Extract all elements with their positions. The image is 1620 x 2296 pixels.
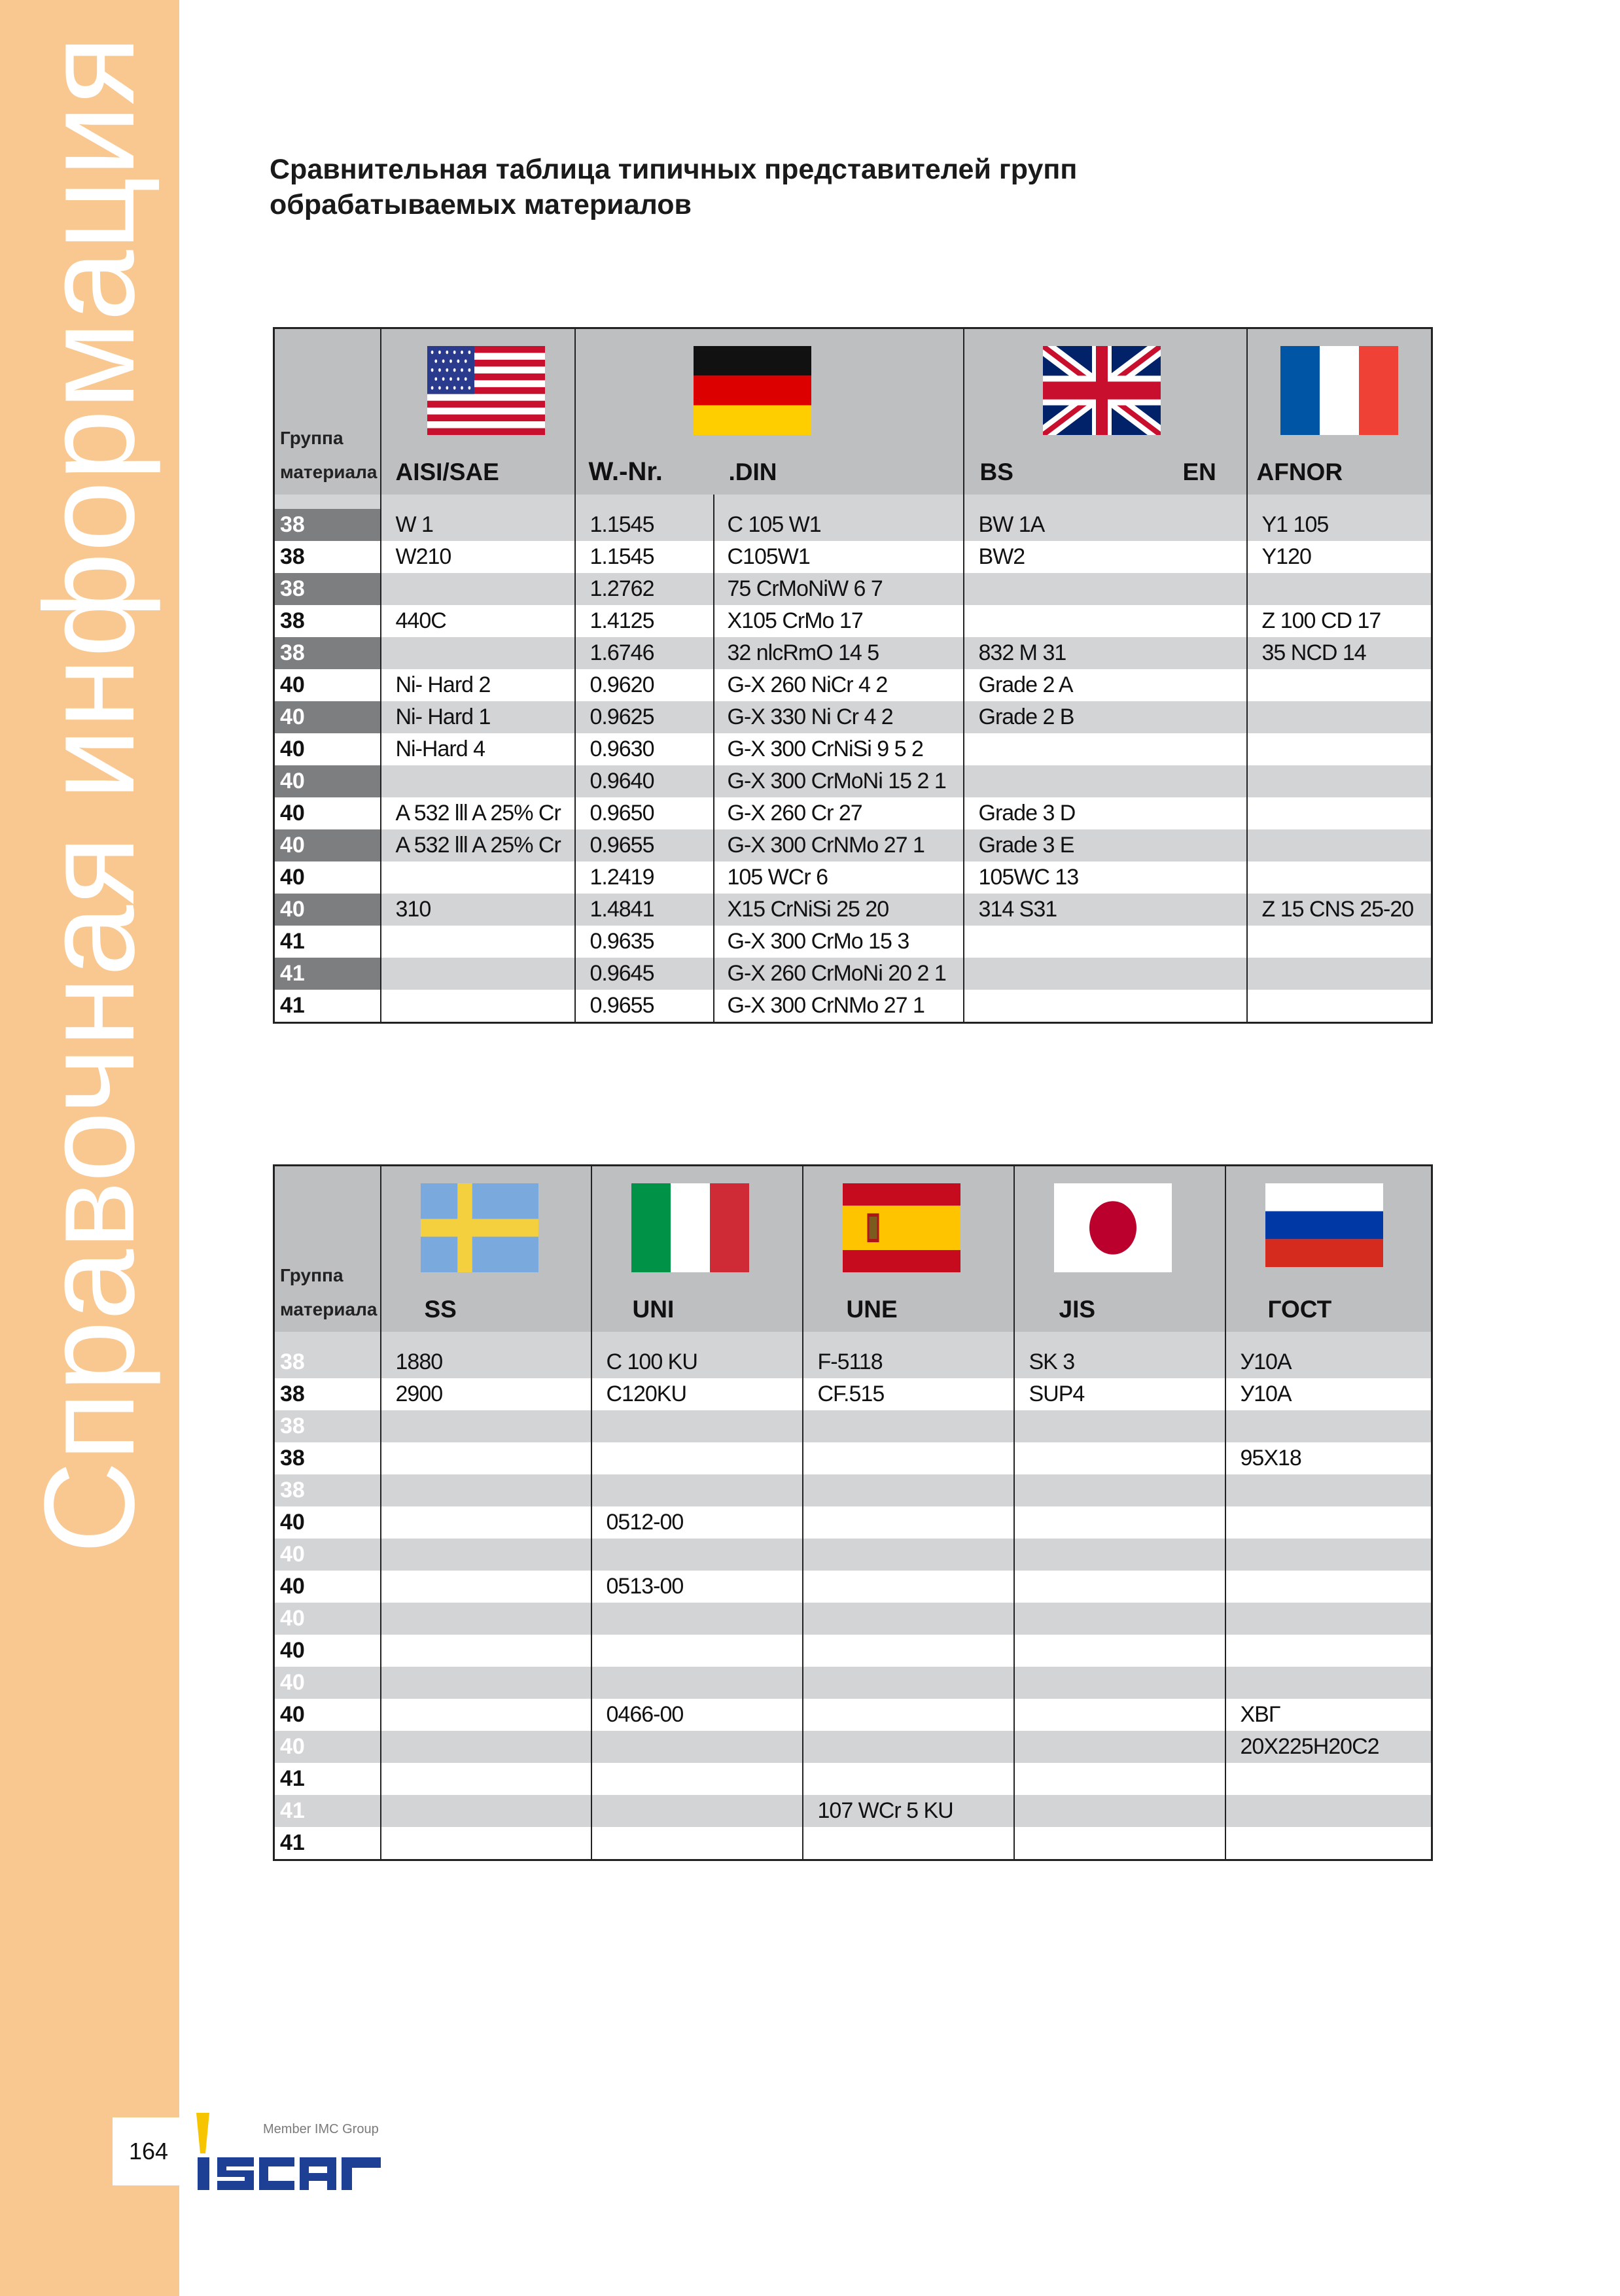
group-cell: 40 bbox=[274, 829, 381, 861]
jis-cell bbox=[1014, 1474, 1225, 1506]
table-row bbox=[274, 509, 1432, 541]
table-row bbox=[274, 733, 1432, 765]
uni-header: UNI bbox=[632, 1296, 675, 1323]
comparison-table-2 bbox=[273, 1164, 1433, 1861]
ss-cell: 1880 bbox=[381, 1346, 591, 1378]
group-cell: 40 bbox=[274, 1539, 381, 1571]
uni-cell bbox=[591, 1795, 803, 1827]
table-row bbox=[274, 1410, 1432, 1442]
sweden-header-cell bbox=[381, 1166, 591, 1332]
bs-cell: BW2 bbox=[964, 541, 1247, 573]
japan-header-cell bbox=[1014, 1166, 1225, 1332]
jis-cell bbox=[1014, 1827, 1225, 1860]
table-row bbox=[274, 894, 1432, 926]
page-title bbox=[270, 152, 1513, 222]
gost-cell bbox=[1225, 1635, 1432, 1667]
gost-cell bbox=[1225, 1506, 1432, 1539]
table-row bbox=[274, 605, 1432, 637]
aisi-cell: 440C bbox=[381, 605, 575, 637]
bs-cell bbox=[964, 990, 1247, 1023]
une-cell: F-5118 bbox=[803, 1346, 1014, 1378]
group-header-cell bbox=[274, 1166, 381, 1332]
jis-cell: SUP4 bbox=[1014, 1378, 1225, 1410]
afnor-cell: 35 NCD 14 bbox=[1247, 637, 1432, 669]
gost-cell bbox=[1225, 1763, 1432, 1795]
title-line-2: обрабатываемых материалов bbox=[270, 189, 692, 220]
table-1-spacer-row bbox=[274, 495, 1432, 509]
usa-header-cell bbox=[381, 328, 575, 495]
afnor-cell bbox=[1247, 990, 1432, 1023]
une-cell bbox=[803, 1635, 1014, 1667]
group-cell: 40 bbox=[274, 797, 381, 829]
din-cell: C105W1 bbox=[714, 541, 964, 573]
aisi-cell bbox=[381, 990, 575, 1023]
member-text: Member IMC Group bbox=[263, 2122, 379, 2136]
ss-cell bbox=[381, 1506, 591, 1539]
uni-cell: C 100 KU bbox=[591, 1346, 803, 1378]
aisi-cell: A 532 lll A 25% Cr bbox=[381, 829, 575, 861]
table-1-header-row bbox=[274, 328, 1432, 495]
afnor-cell bbox=[1247, 573, 1432, 605]
afnor-header: AFNOR bbox=[1256, 459, 1343, 485]
aisi-cell bbox=[381, 958, 575, 990]
uni-cell bbox=[591, 1474, 803, 1506]
jis-cell: SK 3 bbox=[1014, 1346, 1225, 1378]
aisi-cell: Ni- Hard 1 bbox=[381, 701, 575, 733]
uni-cell: C120KU bbox=[591, 1378, 803, 1410]
table-row bbox=[274, 1378, 1432, 1410]
une-cell bbox=[803, 1731, 1014, 1763]
ss-cell bbox=[381, 1763, 591, 1795]
une-cell bbox=[803, 1474, 1014, 1506]
usa-flag-icon bbox=[427, 346, 545, 435]
afnor-cell bbox=[1247, 765, 1432, 797]
bs-cell bbox=[964, 573, 1247, 605]
jis-cell bbox=[1014, 1539, 1225, 1571]
ss-cell bbox=[381, 1603, 591, 1635]
bs-cell: 314 S31 bbox=[964, 894, 1247, 926]
ss-cell bbox=[381, 1635, 591, 1667]
table-row bbox=[274, 573, 1432, 605]
group-header-cell bbox=[274, 328, 381, 495]
ss-cell bbox=[381, 1571, 591, 1603]
title-line-1: Сравнительная таблица типичных представителей групп bbox=[270, 154, 1078, 185]
germany-header-cell bbox=[575, 328, 964, 495]
afnor-cell: Z 100 CD 17 bbox=[1247, 605, 1432, 637]
une-cell bbox=[803, 1539, 1014, 1571]
table-row bbox=[274, 1731, 1432, 1763]
wnr-cell: 1.1545 bbox=[575, 541, 714, 573]
table-1-body bbox=[274, 509, 1432, 1023]
ss-cell bbox=[381, 1667, 591, 1699]
wnr-cell: 0.9630 bbox=[575, 733, 714, 765]
une-cell bbox=[803, 1763, 1014, 1795]
page-number-box bbox=[113, 2117, 185, 2185]
wnr-cell: 0.9635 bbox=[575, 926, 714, 958]
afnor-cell bbox=[1247, 958, 1432, 990]
bs-cell: 105WC 13 bbox=[964, 861, 1247, 894]
uk-header-cell bbox=[964, 328, 1247, 495]
group-header-label: Группа материала bbox=[280, 428, 378, 482]
une-cell bbox=[803, 1827, 1014, 1860]
aisi-cell: W 1 bbox=[381, 509, 575, 541]
aisi-cell bbox=[381, 765, 575, 797]
table-row bbox=[274, 958, 1432, 990]
jis-cell bbox=[1014, 1795, 1225, 1827]
uni-cell: 0512-00 bbox=[591, 1506, 803, 1539]
gost-cell bbox=[1225, 1474, 1432, 1506]
group-cell: 38 bbox=[274, 637, 381, 669]
wnr-cell: 0.9640 bbox=[575, 765, 714, 797]
aisi-cell bbox=[381, 861, 575, 894]
table-row bbox=[274, 669, 1432, 701]
aisi-cell: A 532 lll A 25% Cr bbox=[381, 797, 575, 829]
afnor-cell bbox=[1247, 829, 1432, 861]
en-header: EN bbox=[1182, 459, 1216, 485]
group-cell: 40 bbox=[274, 733, 381, 765]
din-header: .DIN bbox=[728, 459, 777, 485]
aisi-header: AISI/SAE bbox=[395, 459, 499, 485]
table-row bbox=[274, 765, 1432, 797]
group-cell: 40 bbox=[274, 765, 381, 797]
une-cell bbox=[803, 1603, 1014, 1635]
din-cell: G-X 260 NiCr 4 2 bbox=[714, 669, 964, 701]
une-header: UNE bbox=[846, 1296, 898, 1323]
gost-cell bbox=[1225, 1827, 1432, 1860]
jis-cell bbox=[1014, 1506, 1225, 1539]
wnr-header: W.-Nr. bbox=[588, 457, 663, 486]
afnor-cell: Z 15 CNS 25-20 bbox=[1247, 894, 1432, 926]
table-row bbox=[274, 541, 1432, 573]
gost-cell: У10А bbox=[1225, 1378, 1432, 1410]
din-cell: G-X 300 CrMo 15 3 bbox=[714, 926, 964, 958]
sweden-flag-icon bbox=[421, 1183, 538, 1272]
gost-cell bbox=[1225, 1571, 1432, 1603]
wnr-cell: 1.4125 bbox=[575, 605, 714, 637]
din-cell: G-X 300 CrNiSi 9 5 2 bbox=[714, 733, 964, 765]
din-cell: X15 CrNiSi 25 20 bbox=[714, 894, 964, 926]
din-cell: G-X 260 CrMoNi 20 2 1 bbox=[714, 958, 964, 990]
uni-cell: 0513-00 bbox=[591, 1571, 803, 1603]
uk-flag-icon bbox=[1043, 346, 1161, 435]
din-cell: G-X 260 Cr 27 bbox=[714, 797, 964, 829]
group-cell: 40 bbox=[274, 1506, 381, 1539]
gost-cell bbox=[1225, 1410, 1432, 1442]
din-cell: G-X 300 CrMoNi 15 2 1 bbox=[714, 765, 964, 797]
group-cell: 41 bbox=[274, 1795, 381, 1827]
une-cell bbox=[803, 1571, 1014, 1603]
afnor-cell: Y1 105 bbox=[1247, 509, 1432, 541]
afnor-cell bbox=[1247, 733, 1432, 765]
une-cell bbox=[803, 1410, 1014, 1442]
table-2-body bbox=[274, 1346, 1432, 1860]
bs-cell: Grade 2 B bbox=[964, 701, 1247, 733]
table-row bbox=[274, 1667, 1432, 1699]
comparison-table-1 bbox=[273, 327, 1433, 1024]
din-cell: 105 WCr 6 bbox=[714, 861, 964, 894]
group-cell: 38 bbox=[274, 1442, 381, 1474]
afnor-cell bbox=[1247, 926, 1432, 958]
aisi-cell: Ni- Hard 2 bbox=[381, 669, 575, 701]
jis-cell bbox=[1014, 1667, 1225, 1699]
une-cell: CF.515 bbox=[803, 1378, 1014, 1410]
din-cell: G-X 300 CrNMo 27 1 bbox=[714, 990, 964, 1023]
une-cell bbox=[803, 1506, 1014, 1539]
table-row bbox=[274, 1827, 1432, 1860]
table-row bbox=[274, 861, 1432, 894]
bs-cell: BW 1A bbox=[964, 509, 1247, 541]
table-row bbox=[274, 1635, 1432, 1667]
table-row bbox=[274, 1603, 1432, 1635]
bs-cell bbox=[964, 605, 1247, 637]
wnr-cell: 1.1545 bbox=[575, 509, 714, 541]
jis-cell bbox=[1014, 1603, 1225, 1635]
group-cell: 38 bbox=[274, 1474, 381, 1506]
jis-cell bbox=[1014, 1410, 1225, 1442]
table-row bbox=[274, 637, 1432, 669]
group-cell: 40 bbox=[274, 1731, 381, 1763]
une-cell bbox=[803, 1699, 1014, 1731]
bs-header: BS bbox=[979, 459, 1013, 485]
group-cell: 38 bbox=[274, 1378, 381, 1410]
group-cell: 40 bbox=[274, 701, 381, 733]
table-row bbox=[274, 990, 1432, 1023]
table-row bbox=[274, 926, 1432, 958]
gost-cell: ХВГ bbox=[1225, 1699, 1432, 1731]
din-cell: 75 CrMoNiW 6 7 bbox=[714, 573, 964, 605]
italy-header-cell bbox=[591, 1166, 803, 1332]
table-row bbox=[274, 1699, 1432, 1731]
jis-cell bbox=[1014, 1635, 1225, 1667]
japan-flag-icon bbox=[1054, 1183, 1172, 1272]
group-cell: 41 bbox=[274, 958, 381, 990]
group-cell: 38 bbox=[274, 573, 381, 605]
gost-cell: У10А bbox=[1225, 1346, 1432, 1378]
france-header-cell bbox=[1247, 328, 1432, 495]
gost-cell bbox=[1225, 1603, 1432, 1635]
uni-cell bbox=[591, 1667, 803, 1699]
din-cell: 32 nlcRmO 14 5 bbox=[714, 637, 964, 669]
ss-cell bbox=[381, 1539, 591, 1571]
gost-cell bbox=[1225, 1667, 1432, 1699]
wnr-cell: 0.9655 bbox=[575, 990, 714, 1023]
uni-cell bbox=[591, 1539, 803, 1571]
wnr-cell: 0.9645 bbox=[575, 958, 714, 990]
iscar-logo-icon bbox=[191, 2108, 394, 2193]
gost-cell bbox=[1225, 1795, 1432, 1827]
une-cell bbox=[803, 1442, 1014, 1474]
bs-cell: Grade 2 A bbox=[964, 669, 1247, 701]
din-cell: G-X 300 CrNMo 27 1 bbox=[714, 829, 964, 861]
uni-cell bbox=[591, 1731, 803, 1763]
table-row bbox=[274, 1346, 1432, 1378]
group-cell: 38 bbox=[274, 1346, 381, 1378]
group-cell: 40 bbox=[274, 1699, 381, 1731]
table-row bbox=[274, 1763, 1432, 1795]
table-row bbox=[274, 829, 1432, 861]
uni-cell bbox=[591, 1603, 803, 1635]
gost-cell: 20Х225Н20С2 bbox=[1225, 1731, 1432, 1763]
une-cell bbox=[803, 1667, 1014, 1699]
wnr-cell: 1.4841 bbox=[575, 894, 714, 926]
russia-header-cell bbox=[1225, 1166, 1432, 1332]
jis-cell bbox=[1014, 1699, 1225, 1731]
table-row bbox=[274, 1571, 1432, 1603]
group-cell: 38 bbox=[274, 605, 381, 637]
wnr-cell: 1.2419 bbox=[575, 861, 714, 894]
spain-header-cell bbox=[803, 1166, 1014, 1332]
table-2-spacer-row bbox=[274, 1332, 1432, 1346]
bs-cell bbox=[964, 733, 1247, 765]
group-header-label: Группа материала bbox=[280, 1265, 378, 1319]
table-row bbox=[274, 701, 1432, 733]
group-cell: 40 bbox=[274, 1667, 381, 1699]
afnor-cell bbox=[1247, 861, 1432, 894]
bs-cell: 832 M 31 bbox=[964, 637, 1247, 669]
group-cell: 40 bbox=[274, 669, 381, 701]
group-cell: 41 bbox=[274, 1827, 381, 1860]
table-row bbox=[274, 1506, 1432, 1539]
table-row bbox=[274, 1539, 1432, 1571]
gost-header: ГОСТ bbox=[1267, 1296, 1332, 1323]
uni-cell bbox=[591, 1410, 803, 1442]
ss-cell bbox=[381, 1442, 591, 1474]
wnr-cell: 0.9625 bbox=[575, 701, 714, 733]
jis-cell bbox=[1014, 1731, 1225, 1763]
group-cell: 41 bbox=[274, 926, 381, 958]
group-cell: 40 bbox=[274, 1571, 381, 1603]
russia-flag-icon bbox=[1265, 1183, 1383, 1267]
table-row bbox=[274, 1474, 1432, 1506]
uni-cell: 0466-00 bbox=[591, 1699, 803, 1731]
wnr-cell: 1.2762 bbox=[575, 573, 714, 605]
ss-cell bbox=[381, 1699, 591, 1731]
table-row bbox=[274, 1442, 1432, 1474]
gost-cell bbox=[1225, 1539, 1432, 1571]
jis-header: JIS bbox=[1059, 1296, 1096, 1323]
bs-cell: Grade 3 E bbox=[964, 829, 1247, 861]
bs-cell bbox=[964, 958, 1247, 990]
bs-cell: Grade 3 D bbox=[964, 797, 1247, 829]
jis-cell bbox=[1014, 1571, 1225, 1603]
table-2-header-row bbox=[274, 1166, 1432, 1332]
ss-cell bbox=[381, 1731, 591, 1763]
bs-cell bbox=[964, 926, 1247, 958]
aisi-cell bbox=[381, 926, 575, 958]
din-cell: C 105 W1 bbox=[714, 509, 964, 541]
afnor-cell bbox=[1247, 701, 1432, 733]
group-cell: 40 bbox=[274, 1635, 381, 1667]
uni-cell bbox=[591, 1635, 803, 1667]
group-cell: 38 bbox=[274, 1410, 381, 1442]
ss-cell bbox=[381, 1474, 591, 1506]
side-label: Справочная информация bbox=[18, 35, 161, 1554]
aisi-cell: W210 bbox=[381, 541, 575, 573]
ss-header: SS bbox=[424, 1296, 457, 1323]
une-cell: 107 WCr 5 KU bbox=[803, 1795, 1014, 1827]
group-cell: 41 bbox=[274, 1763, 381, 1795]
group-cell: 40 bbox=[274, 861, 381, 894]
wnr-cell: 0.9655 bbox=[575, 829, 714, 861]
table-row bbox=[274, 797, 1432, 829]
ss-cell bbox=[381, 1827, 591, 1860]
din-cell: G-X 330 Ni Cr 4 2 bbox=[714, 701, 964, 733]
uni-cell bbox=[591, 1763, 803, 1795]
aisi-cell: 310 bbox=[381, 894, 575, 926]
afnor-cell bbox=[1247, 797, 1432, 829]
ss-cell bbox=[381, 1795, 591, 1827]
bs-cell bbox=[964, 765, 1247, 797]
group-cell: 40 bbox=[274, 894, 381, 926]
aisi-cell: Ni-Hard 4 bbox=[381, 733, 575, 765]
uni-cell bbox=[591, 1442, 803, 1474]
wnr-cell: 0.9620 bbox=[575, 669, 714, 701]
afnor-cell bbox=[1247, 669, 1432, 701]
ss-cell bbox=[381, 1410, 591, 1442]
germany-flag-icon bbox=[694, 346, 811, 435]
page-number: 164 bbox=[128, 2138, 169, 2165]
france-flag-icon bbox=[1280, 346, 1398, 435]
group-cell: 41 bbox=[274, 990, 381, 1023]
group-cell: 38 bbox=[274, 541, 381, 573]
group-cell: 40 bbox=[274, 1603, 381, 1635]
gost-cell: 95Х18 bbox=[1225, 1442, 1432, 1474]
jis-cell bbox=[1014, 1763, 1225, 1795]
group-cell: 38 bbox=[274, 509, 381, 541]
wnr-cell: 0.9650 bbox=[575, 797, 714, 829]
uni-cell bbox=[591, 1827, 803, 1860]
ss-cell: 2900 bbox=[381, 1378, 591, 1410]
table-row bbox=[274, 1795, 1432, 1827]
italy-flag-icon bbox=[631, 1183, 749, 1272]
jis-cell bbox=[1014, 1442, 1225, 1474]
aisi-cell bbox=[381, 573, 575, 605]
aisi-cell bbox=[381, 637, 575, 669]
din-cell: X105 CrMo 17 bbox=[714, 605, 964, 637]
spain-flag-icon bbox=[843, 1183, 960, 1272]
afnor-cell: Y120 bbox=[1247, 541, 1432, 573]
wnr-cell: 1.6746 bbox=[575, 637, 714, 669]
